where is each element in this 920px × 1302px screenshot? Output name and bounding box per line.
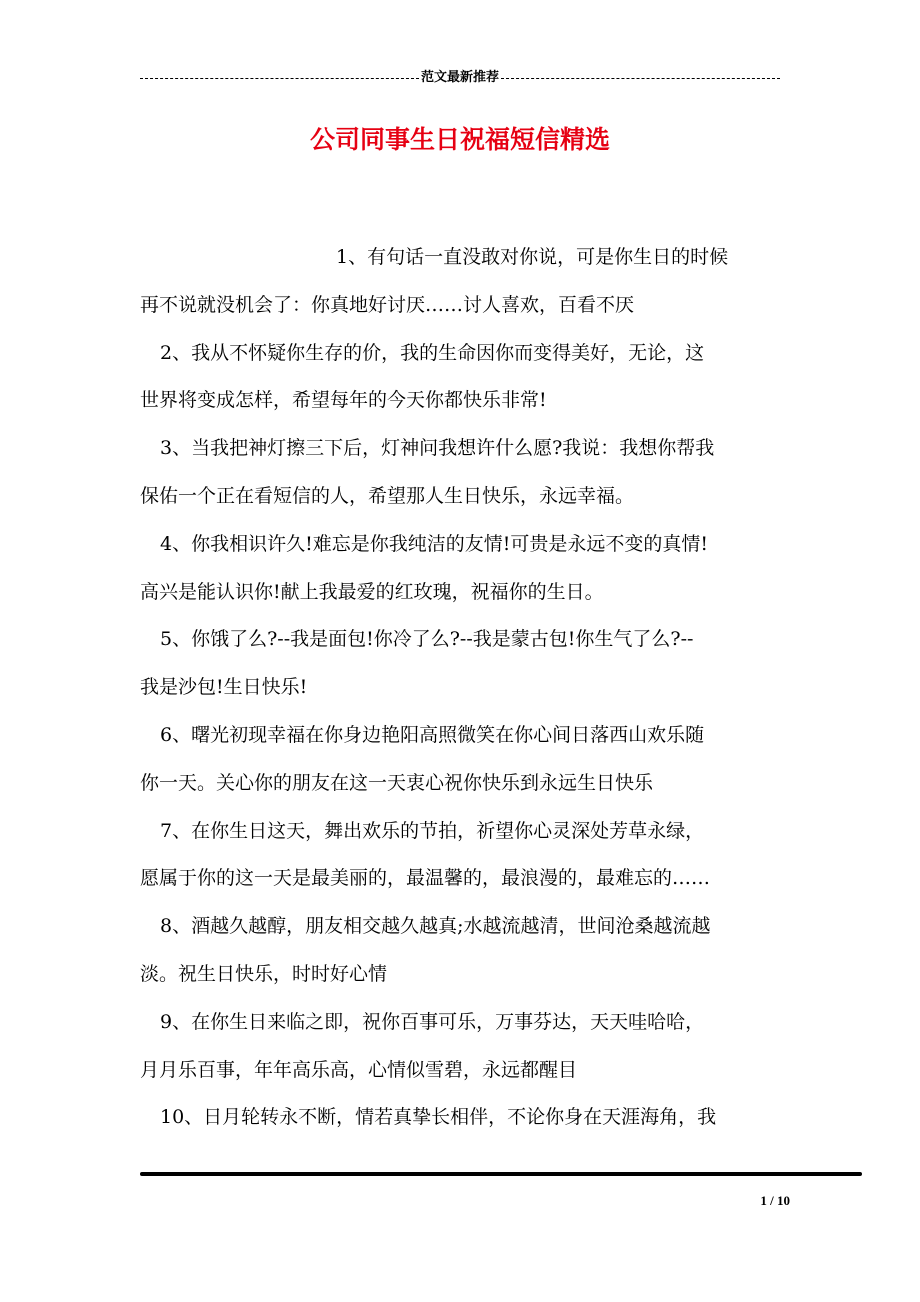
paragraph-line: 7、在你生日这天，舞出欢乐的节拍，祈望你心灵深处芳草永绿，	[160, 819, 705, 842]
paragraph-9	[140, 999, 784, 1095]
page-title: 公司同事生日祝福短信精选	[309, 125, 610, 154]
header-dash-left	[140, 78, 419, 79]
footer-rule	[140, 1172, 862, 1176]
header-dash-right	[501, 78, 780, 79]
paragraph-2	[140, 330, 784, 426]
paragraph-7	[140, 808, 784, 904]
paragraph-line: 高兴是能认识你!献上我最爱的红玫瑰，祝福你的生日。	[140, 580, 604, 603]
paragraph-line: 8、酒越久越醇，朋友相交越久越真;水越流越清，世间沧桑越流越	[160, 915, 711, 938]
paragraph-line: 淡。祝生日快乐，时时好心情	[140, 962, 388, 985]
paragraph-line: 9、在你生日来临之即，祝你百事可乐，万事芬达，天天哇哈哈，	[160, 1010, 705, 1033]
paragraph-line: 再不说就没机会了：你真地好讨厌……讨人喜欢，百看不厌	[140, 293, 635, 316]
paragraph-line: 月月乐百事，年年高乐高，心情似雪碧，永远都醒目	[140, 1058, 578, 1081]
header-label: 范文最新推荐	[421, 70, 500, 85]
page-number: 1 / 10	[760, 1193, 790, 1208]
paragraph-line: 6、曙光初现幸福在你身边艳阳高照微笑在你心间日落西山欢乐随	[160, 723, 705, 746]
paragraph-line: 10、日月轮转永不断，情若真挚长相伴，不论你身在天涯海角，我	[160, 1106, 717, 1129]
paragraph-6	[140, 712, 784, 808]
paragraph-1	[140, 234, 784, 330]
paragraph-line: 愿属于你的这一天是最美丽的，最温馨的，最浪漫的，最难忘的……	[140, 867, 711, 890]
paragraph-line: 3、当我把神灯擦三下后，灯神问我想许什么愿?我说：我想你帮我	[160, 437, 715, 460]
paragraph-line: 你一天。关心你的朋友在这一天衷心祝你快乐到永远生日快乐	[140, 771, 654, 794]
paragraph-5	[140, 616, 784, 712]
paragraph-line: 4、你我相识许久!难忘是你我纯洁的友情!可贵是永远不变的真情!	[160, 532, 708, 555]
paragraph-line: 1、有句话一直没敢对你说，可是你生日的时候	[336, 246, 729, 268]
paragraph-3	[140, 425, 784, 521]
paragraph-line: 保佑一个正在看短信的人，希望那人生日快乐，永远幸福。	[140, 484, 635, 507]
document-body	[140, 234, 784, 1142]
paragraph-10	[140, 1094, 784, 1142]
paragraph-4	[140, 521, 784, 617]
paragraph-line: 2、我从不怀疑你生存的价，我的生命因你而变得美好，无论，这	[160, 341, 705, 364]
header-rule	[140, 68, 780, 88]
paragraph-line: 世界将变成怎样，希望每年的今天你都快乐非常!	[140, 389, 547, 412]
paragraph-line: 5、你饿了么?--我是面包!你冷了么?--我是蒙古包!你生气了么?--	[160, 628, 694, 651]
paragraph-line: 我是沙包!生日快乐!	[140, 676, 308, 699]
paragraph-8	[140, 903, 784, 999]
